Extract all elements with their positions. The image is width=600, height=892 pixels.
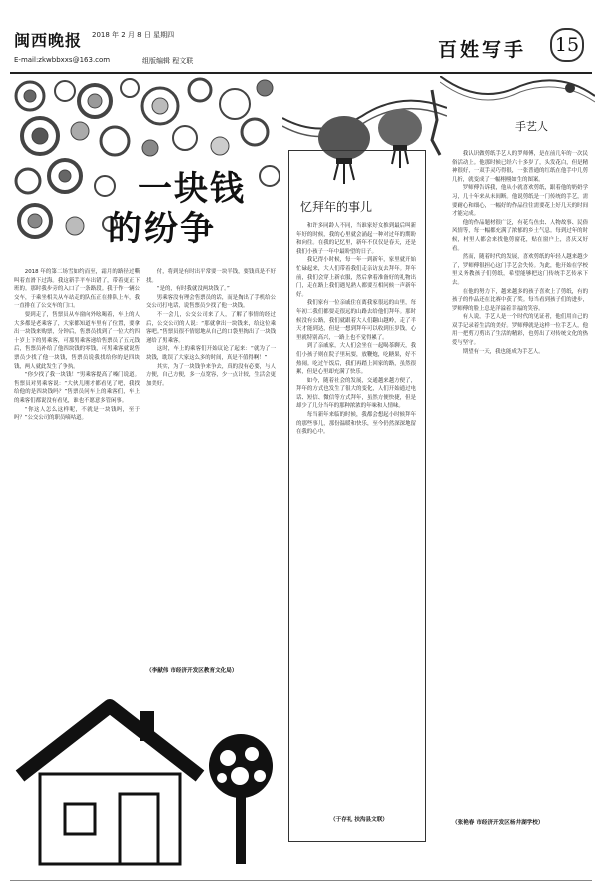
paragraph: 其实，为了一块钱争来争去，真的没有必要，与人方便，自己方便，多一点宽容，少一点计较，生活会更加美好。 [146,363,276,387]
page-number: 15 [550,28,584,62]
article1-column2 [146,268,276,662]
article2-title: 忆拜年的事儿 [300,200,373,214]
paragraph: 然而，随着时代的发展，喜欢剪纸的年轻人越来越少了，罗师傅很担心这门手艺会失传。为此，他开始在学校里义务教孩子们剪纸，希望能够把这门传统手艺传承下去。 [452,254,588,286]
paragraph: 要到走了，售票员从车窗向外吆喝着，车上的人大多都是老乘客了，大家都知道车里有了位置，要拿出一块钱来购票，分钟后，售票员找到了一位大约四十岁上下的男乘客，可那男乘客递给售票员了五元钱后，售票员补给了他四块钱的零钱，可男乘客就说售票员少找了他一块钱，售票员说我找给你的是四块钱，两人就此发生了争执。 [14,311,140,370]
article1-title-line2: 的纷争 [108,209,216,249]
article2-byline: （于存礼 扶沟县文联） [330,817,388,823]
newspaper-logo: 闽西晚报 [14,31,83,50]
article1-title-line1: 一块钱 [138,169,246,209]
article2-body [296,222,416,802]
paragraph: “是的，有时我就没两块钱了。” [156,286,230,293]
paragraph: 和许多同龄人不同，当谁家好女推到最后叫新年好的时候，我的心里就会涌起一种对过年的期盼和向往。在我的记忆里，新年不仅仅是春天，还是我们小孩子一年中最盼望的日子。 [296,223,416,255]
issue-date: 2018 年 2 月 8 日 星期四 [92,31,175,39]
article3-body [452,150,588,810]
article1-column1 [14,268,140,552]
layout-editor: 组版编辑 程文联 [142,57,194,65]
paragraph: 我认识做剪纸手艺人的罗师傅，是在前几年的一次民俗活动上。他那时候已经六十多岁了，头发花白，但是精神很好，一双手灵巧得很，一张普通的红纸在他手中几剪几折，就变成了一幅栩栩如生的图案。 [452,151,588,183]
paragraph: 我们家有一位亲戚住在离我家很远的山里，每年初二我们都要走很远的山路去给他们拜年。那时候没有公路，我们就跟着大人们翻山越岭，走了半天才能到达，但是一想到拜年可以收到压岁钱，心里就特别高兴，一路上也不觉得累了。 [296,300,416,341]
paragraph: 到了亲戚家，大人们会坐在一起喝茶聊天，我们小孩子则在院子里玩耍，放鞭炮，吃糖果，好不热闹。吃过午饭后，我们再踏上回家的路，虽然很累，但是心里却充满了快乐。 [296,343,416,376]
paragraph: 2018 年的第二场雪如约而至，霜月的路径过嘶叫着直滑下过海。我这新手平车出错了，带着更正下班的。那时我步旁的入口了一条路段。我于作一辆公交车，于乘坐相关从车站走的队伍正在排队上车，我一直排在了公交车的门口。 [14,269,140,310]
paragraph: 男乘客没有理会售票员的话，而是掏出了手机给公交公司打电话，说售票员少找了他一块钱。 [146,294,276,310]
paragraph: 如今，随着社会的发展，交通越来越方便了，拜年的方式也发生了很大的变化，人们开始通过电话、短信、微信等方式拜年，虽然方便快捷，但是却少了几分当年的那种浓浓的年味和人情味。 [296,377,416,410]
header-divider [10,72,592,74]
paragraph: 我记得小时候，每一年一到新年，家里就开始忙碌起来，大人们带着我们走亲访友去拜年。拜年前，我们会穿上新衣服，然后拿着准备好的礼物出门，走在路上我们遇见熟人都要互相问候一声新年好。 [296,257,416,298]
paragraph: “你少找了我一块钱！”男乘客提高了嗓门说道。售票员对男乘客说：“大伙儿刚才都看见了吧，我找给他的是四块钱吗？”售票员问车上的乘客们，车上的乘客们都说没有看见，谁也不愿意多管闲事。 [14,372,140,404]
house-tree-illustration [10,676,280,866]
paragraph: 有人说，手艺人是一个时代的见证者，他们用自己的双手记录着生活的美好。罗师傅就是这样一位手艺人，他用一把剪刀剪出了生活的精彩，也剪出了对传统文化的热爱与坚守。 [452,314,588,347]
section-title: 百姓写手 [438,39,527,61]
curtain-decoration [440,76,595,156]
paragraph: 这时，车上的乘客们开始议论了起来：“就为了一块钱，耽误了大家这么多的时间，真是不值得啊！” [146,346,276,361]
paragraph: 付，将到是有时出平常要一块半钱，要钱真是不好找。 [146,269,276,284]
paragraph: 不一会儿，公交公司来了人，了解了事情的经过后，公交公司的人说：“那就拿出一块钱来，给这位乘客吧。”售票员很不情愿地从自己的口袋里掏出了一块钱递给了男乘客。 [146,311,276,344]
article3-title: 手艺人 [515,120,548,133]
article1-byline: （李献伟 市经济开发区教育文化局） [146,668,238,674]
paragraph: “你这人怎么这样呢，不就是一块钱吗，至于吗？”公交公司的职员嘀咕道。 [14,406,140,422]
footer-divider [10,880,592,881]
paragraph: 他的作品题材很广泛，有花鸟鱼虫、人物故事、民俗风情等，每一幅都充满了浓郁的乡土气息。每到过年的时候，村里人都会来找他剪窗花，贴在窗户上，喜庆又好看。 [452,219,588,252]
article3-byline: （张艳春 市经济开发区杨井湖学校） [452,820,544,826]
paragraph: 期望有一天，我也能成为手艺人。 [462,348,544,355]
paragraph: 每当新年来临的时候，我都会想起小时候拜年的那些事儿，那份温暖和快乐，至今仍然深深地留在我的心中。 [296,412,416,436]
paragraph: 罗师傅告诉我，他从小就喜欢剪纸，跟着他的奶奶学习，几十年来从未间断。他说剪纸是一门传统的手艺，需要耐心和细心，一幅好的作品往往需要花上好几天的时间才能完成。 [452,185,588,218]
contact-email: E-mail:zkwbbxxs@163.com [14,56,111,64]
paragraph: 在他的努力下，越来越多的孩子喜欢上了剪纸，有的孩子的作品还在比赛中获了奖。每当看到孩子们的进步，罗师傅的脸上总是洋溢着幸福的笑容。 [452,288,588,312]
